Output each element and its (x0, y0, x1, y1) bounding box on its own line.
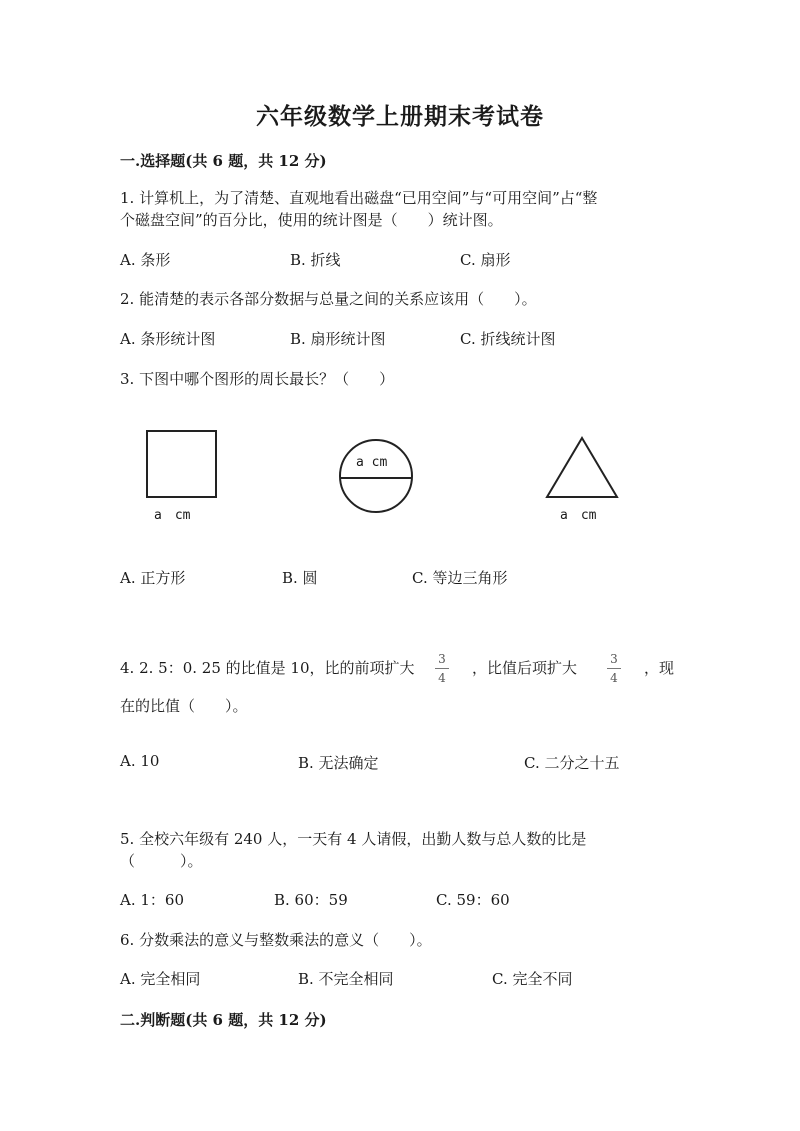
question-6-option-c[interactable]: C. 完全不同 (492, 970, 573, 988)
question-6-option-a[interactable]: A. 完全相同 (120, 970, 201, 988)
question-4-part-2: ，比值后项扩大 (472, 659, 578, 677)
question-5-option-a[interactable]: A. 1：60 (120, 891, 184, 909)
question-2-line-1: 2. 能清楚的表示各部分数据与总量之间的关系应该用（ ）。 (120, 290, 537, 308)
circle-diameter-label: a cm (356, 455, 388, 470)
fraction-denominator: 4 (438, 671, 446, 685)
question-6-option-b[interactable]: B. 不完全相同 (298, 970, 394, 988)
question-4-part-1: 4. 2. 5：0. 25 的比值是 10，比的前项扩大 (120, 659, 415, 677)
question-3-option-a[interactable]: A. 正方形 (120, 569, 186, 587)
question-4-option-b[interactable]: B. 无法确定 (298, 754, 379, 772)
question-1-line-2: 个磁盘空间”的百分比，使用的统计图是（ ）统计图。 (120, 211, 503, 229)
fraction-numerator: 3 (610, 652, 618, 666)
question-1-option-a[interactable]: A. 条形 (120, 251, 171, 269)
question-5-line-1: 5. 全校六年级有 240 人，一天有 4 人请假，出勤人数与总人数的比是 (120, 830, 587, 848)
square-icon (146, 430, 218, 500)
question-4-line-2: 在的比值（ ）。 (120, 697, 248, 715)
fraction-three-quarters-2 (607, 652, 621, 685)
question-1-option-c[interactable]: C. 扇形 (460, 251, 511, 269)
fraction-bar (435, 668, 449, 669)
question-3-option-b[interactable]: B. 圆 (282, 569, 318, 587)
section-heading-judgement: 二.判断题(共 6 题，共 12 分) (120, 1011, 327, 1029)
fraction-numerator: 3 (438, 652, 446, 666)
question-4-option-a[interactable]: A. 10 (120, 752, 160, 770)
question-5-option-b[interactable]: B. 60：59 (274, 891, 348, 909)
fraction-three-quarters-1 (435, 652, 449, 685)
question-4-option-c[interactable]: C. 二分之十五 (524, 754, 620, 772)
question-6-line-1: 6. 分数乘法的意义与整数乘法的意义（ ）。 (120, 931, 432, 949)
question-2-option-c[interactable]: C. 折线统计图 (460, 330, 556, 348)
section-heading-choice: 一.选择题(共 6 题，共 12 分) (120, 152, 327, 170)
question-3-option-c[interactable]: C. 等边三角形 (412, 569, 508, 587)
square-side-label: a cm (154, 508, 191, 523)
question-5-line-2: （ ）。 (120, 852, 203, 870)
triangle-side-label: a cm (560, 508, 597, 523)
question-4-part-3: ，现 (644, 659, 675, 677)
question-5-option-c[interactable]: C. 59：60 (436, 891, 510, 909)
page-title: 六年级数学上册期末考试卷 (256, 103, 544, 130)
fraction-denominator: 4 (610, 671, 618, 685)
question-1-option-b[interactable]: B. 折线 (290, 251, 341, 269)
fraction-bar (607, 668, 621, 669)
question-3-line-1: 3. 下图中哪个图形的周长最长？（ ） (120, 370, 395, 388)
question-2-option-b[interactable]: B. 扇形统计图 (290, 330, 386, 348)
question-2-option-a[interactable]: A. 条形统计图 (120, 330, 216, 348)
circle-with-diameter-icon (338, 438, 414, 514)
question-1-line-1: 1. 计算机上，为了清楚、直观地看出磁盘“已用空间”与“可用空间”占“整 (120, 189, 598, 207)
triangle-icon (545, 436, 619, 500)
